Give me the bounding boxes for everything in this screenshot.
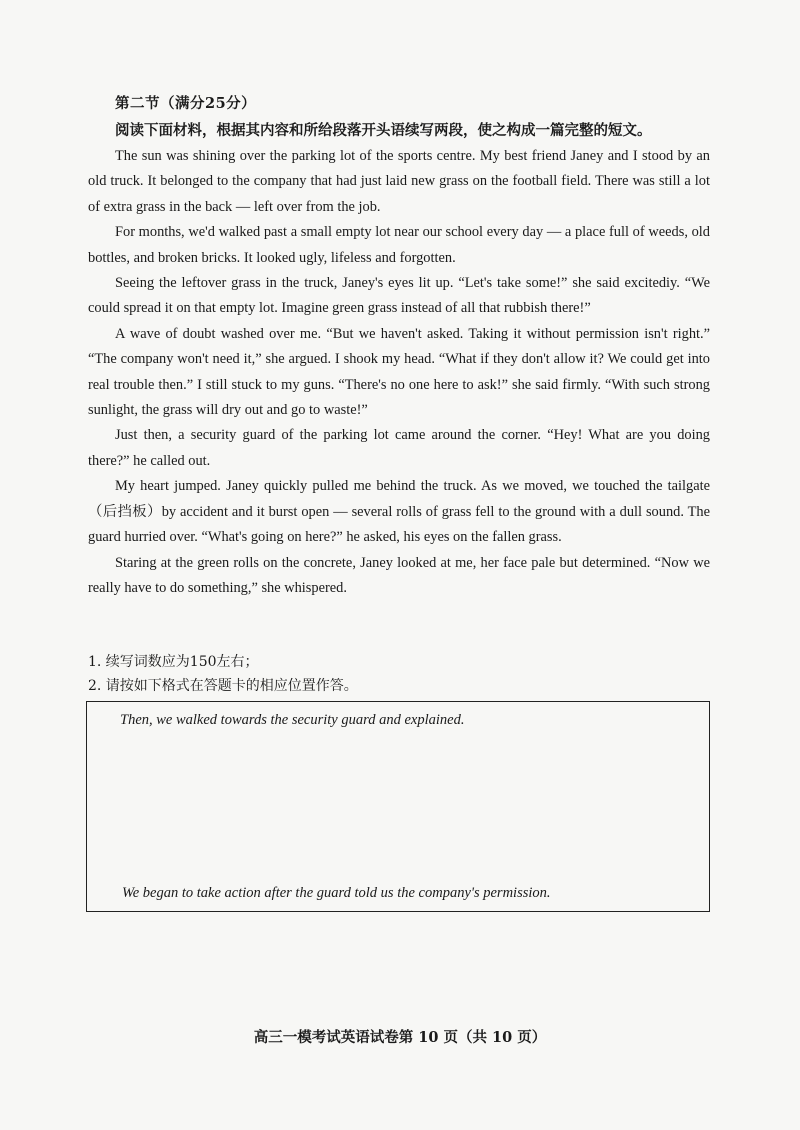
passage-paragraph: Just then, a security guard of the parking lot came around the corner. “Hey! What are you doing there?” he called out. xyxy=(88,427,710,469)
answer-box xyxy=(86,701,710,912)
passage-paragraph: My heart jumped. Janey quickly pulled me behind the truck. As we moved, we touched the tailgate（后挡板）by accident and it burst open — several rolls of grass fell to the ground with a dull sound. The guard hurried over. “What's going on here?” he asked, his eyes on the fallen grass. xyxy=(88,478,710,546)
paragraph-end-sentence: We began to take action after the guard told us the company's permission. xyxy=(122,885,551,901)
passage-paragraph: Staring at the green rolls on the concrete, Janey looked at me, her face pale but determined. “Now we really have to do something,” she whispered. xyxy=(88,554,710,596)
passage-paragraph: Seeing the leftover grass in the truck, Janey's eyes lit up. “Let's take some!” she said excitediy. “We could spread it on that empty lot. Imagine green grass instead of all that rubbish there!” xyxy=(88,275,710,317)
passage-paragraph: The sun was shining over the parking lot of the sports centre. My best friend Janey and I stood by an old truck. It belonged to the company that had just laid new grass on the football field. There was still a lot of extra grass in the back — left over from the job. xyxy=(88,148,710,215)
section-title: 第二节（满分25分） xyxy=(115,95,257,112)
passage-paragraph: A wave of doubt washed over me. “But we haven't asked. Taking it without permission isn't right.” “The company won't need it,” she argued. I shook my head. “What if they don't allow it? We could get into real trouble then.” I still stuck to my guns. “There's no one here to ask!” she said firmly. “With such strong sunlight, the grass will dry out and go to waste!” xyxy=(88,325,710,419)
writing-notes xyxy=(88,650,358,698)
paragraph-start-sentence: Then, we walked towards the security guard and explained. xyxy=(120,712,465,728)
instruction-text: 阅读下面材料，根据其内容和所给段落开头语续写两段，使之构成一篇完整的短文。 xyxy=(115,122,652,139)
reading-passage xyxy=(88,144,710,601)
passage-paragraph: For months, we'd walked past a small empty lot near our school every day — a place full of weeds, old bottles, and broken bricks. It looked ugly, lifeless and forgotten. xyxy=(88,224,710,266)
page-footer: 高三一模考试英语试卷第 10 页（共 10 页） xyxy=(253,1029,547,1046)
note-item: 2. 请按如下格式在答题卡的相应位置作答。 xyxy=(88,678,358,694)
note-item: 1. 续写词数应为150左右； xyxy=(88,654,259,670)
